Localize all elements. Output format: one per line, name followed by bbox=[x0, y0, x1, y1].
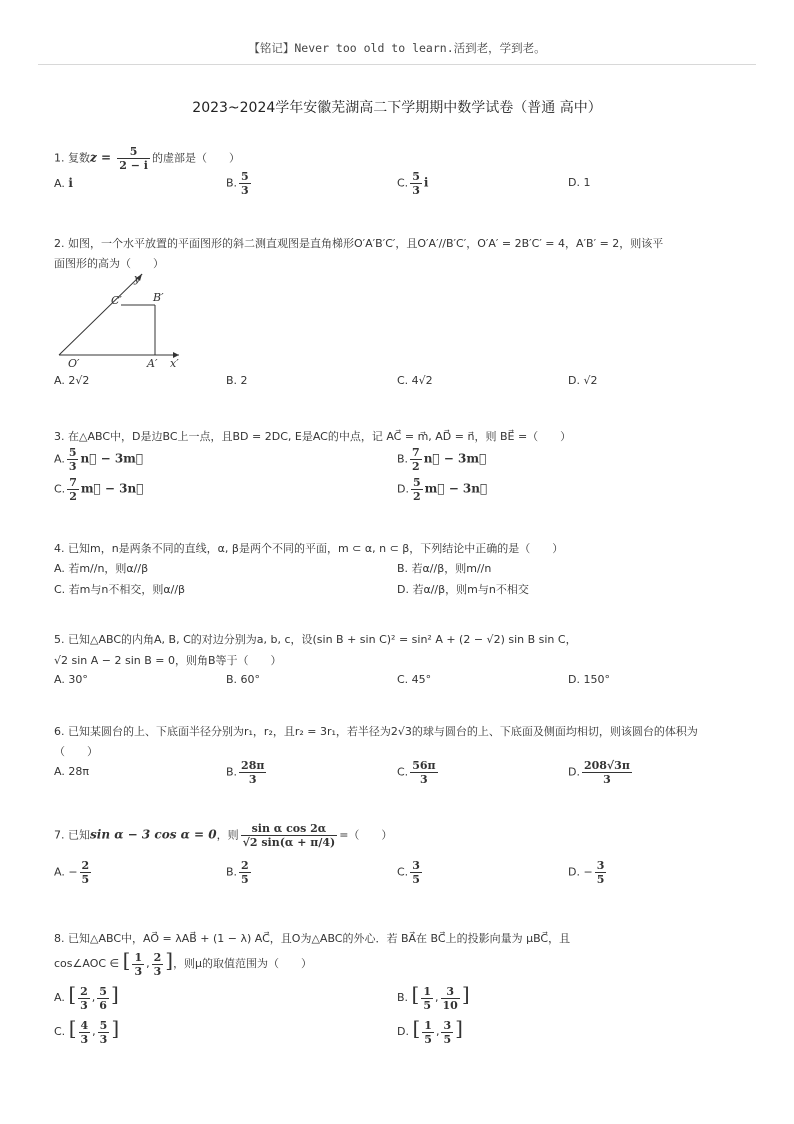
question-4-stem: 4. 已知m，n是两条不同的直线，α, β是两个不同的平面，m ⊂ α, n ⊂ β，下列结论中正确的是（ ） bbox=[54, 542, 564, 555]
figure-label-o: O′ bbox=[68, 357, 80, 370]
question-3-option-d: D. $\frac{5}{2}$ m⃗ − 3n⃗ bbox=[397, 476, 488, 503]
question-5-line-1: 5. 已知△ABC的内角A, B, C的对边分别为a, b, c，设(sin B + sin C)² = sin² A + (2 − √2) sin B sin C， bbox=[54, 633, 577, 646]
question-5-option-c: C. 45° bbox=[397, 673, 432, 686]
question-8-line-2: cos∠AOC ∈ [ $\frac{1}{3}$ , $\frac{2}{3}$ ]，则μ的取值范围为（ ） bbox=[54, 948, 313, 978]
question-7-stem: 7. 已知sin α − 3 cos α = 0，则 $\frac{\text{sin α cos 2α}}{√2 \sin(\alpha + \pi/4)}$ =（ ） bbox=[54, 822, 393, 849]
question-5-line-2: √2 sin A − 2 sin B = 0，则角B等于（ ） bbox=[54, 654, 282, 667]
question-4-option-b: B. 若α//β，则m//n bbox=[397, 562, 492, 575]
question-3-stem: 3. 在△ABC中，D是边BC上一点，且BD = 2DC, E是AC的中点，记 AC⃗ = m⃗, AD⃗ = n⃗，则 BE⃗ =（ ） bbox=[54, 430, 572, 443]
header-divider bbox=[38, 64, 756, 65]
question-7-option-a: A. − $\frac{2}{5}$ bbox=[54, 859, 90, 886]
question-1-option-d: D. 1 bbox=[568, 176, 591, 189]
question-7-option-d: D. − $\frac{3}{5}$ bbox=[568, 859, 605, 886]
question-1-option-c: C. $\frac{5}{3}$ i bbox=[397, 170, 429, 197]
question-1-stem: 1. 复数z = $\frac{5}{2 - i}$ 的虚部是（ ） bbox=[54, 145, 240, 172]
question-2-line-1: 2. 如图，一个水平放置的平面图形的斜二测直观图是直角梯形O′A′B′C′，且O′A′//B′C′，O′A′ = 2B′C′ = 4，A′B′ = 2，则该平 bbox=[54, 237, 664, 250]
figure-label-x: x′ bbox=[170, 357, 179, 370]
question-3-option-b: B. $\frac{7}{2}$ n⃗ − 3m⃗ bbox=[397, 446, 487, 473]
trapezoid-figure bbox=[54, 270, 189, 370]
figure-label-a: A′ bbox=[147, 357, 158, 370]
question-1-option-a: A. i bbox=[54, 176, 73, 190]
question-4-option-d: D. 若α//β，则m与n不相交 bbox=[397, 583, 529, 596]
question-3-option-c: C. $\frac{7}{2}$ m⃗ − 3n⃗ bbox=[54, 476, 144, 503]
question-8-line-1: 8. 已知△ABC中，AO⃗ = λAB⃗ + (1 − λ) AC⃗，且O为△ABC的外心．若 BA⃗在 BC⃗上的投影向量为 μBC⃗，且 bbox=[54, 932, 571, 945]
figure-label-c: C′ bbox=[111, 294, 122, 307]
question-2-line-2: 面图形的高为（ ） bbox=[54, 257, 164, 270]
question-2-option-d: D. √2 bbox=[568, 374, 598, 387]
question-6-option-d: D. $\frac{208√3\pi}{3}$ bbox=[568, 759, 630, 786]
question-3-option-a: A. $\frac{5}{3}$ n⃗ − 3m⃗ bbox=[54, 446, 144, 473]
question-7-option-c: C. $\frac{3}{5}$ bbox=[397, 859, 420, 886]
question-8-option-c: C. [ $\frac{4}{3}$ , $\frac{5}{3}$ ] bbox=[54, 1016, 120, 1046]
question-6-option-c: C. $\frac{56\pi}{3}$ bbox=[397, 759, 436, 786]
question-6-option-a: A. 28π bbox=[54, 765, 89, 778]
figure-label-b: B′ bbox=[153, 291, 164, 304]
question-2-option-b: B. 2 bbox=[226, 374, 248, 387]
question-4-option-a: A. 若m//n，则α//β bbox=[54, 562, 149, 575]
question-5-option-a: A. 30° bbox=[54, 673, 88, 686]
question-8-option-d: D. [ $\frac{1}{5}$ , $\frac{3}{5}$ ] bbox=[397, 1016, 463, 1046]
question-7-option-b: B. $\frac{2}{5}$ bbox=[226, 859, 249, 886]
question-4-option-c: C. 若m与n不相交，则α//β bbox=[54, 583, 186, 596]
question-8-option-b: B. [ $\frac{1}{5}$ , $\frac{3}{10}$ ] bbox=[397, 982, 470, 1012]
question-6-line-1: 6. 已知某圆台的上、下底面半径分别为r₁，r₂，且r₂ = 3r₁，若半径为2√3的球与圆台的上、下底面及侧面均相切，则该圆台的体积为 bbox=[54, 725, 698, 738]
question-5-option-d: D. 150° bbox=[568, 673, 610, 686]
figure-label-y: y′ bbox=[134, 272, 143, 285]
question-1-option-b: B. $\frac{5}{3}$ bbox=[226, 170, 249, 197]
question-8-option-a: A. [ $\frac{2}{3}$ , $\frac{5}{6}$ ] bbox=[54, 982, 119, 1012]
question-2-option-a: A. 2√2 bbox=[54, 374, 90, 387]
question-6-option-b: B. $\frac{28\pi}{3}$ bbox=[226, 759, 265, 786]
question-6-line-2: （ ） bbox=[54, 745, 98, 758]
exam-title: 2023~2024学年安徽芜湖高二下学期期中数学试卷（普通 高中） bbox=[192, 100, 602, 116]
question-5-option-b: B. 60° bbox=[226, 673, 261, 686]
question-2-option-c: C. 4√2 bbox=[397, 374, 433, 387]
page-header: 【铭记】Never too old to learn.活到老，学到老。 bbox=[248, 41, 546, 55]
